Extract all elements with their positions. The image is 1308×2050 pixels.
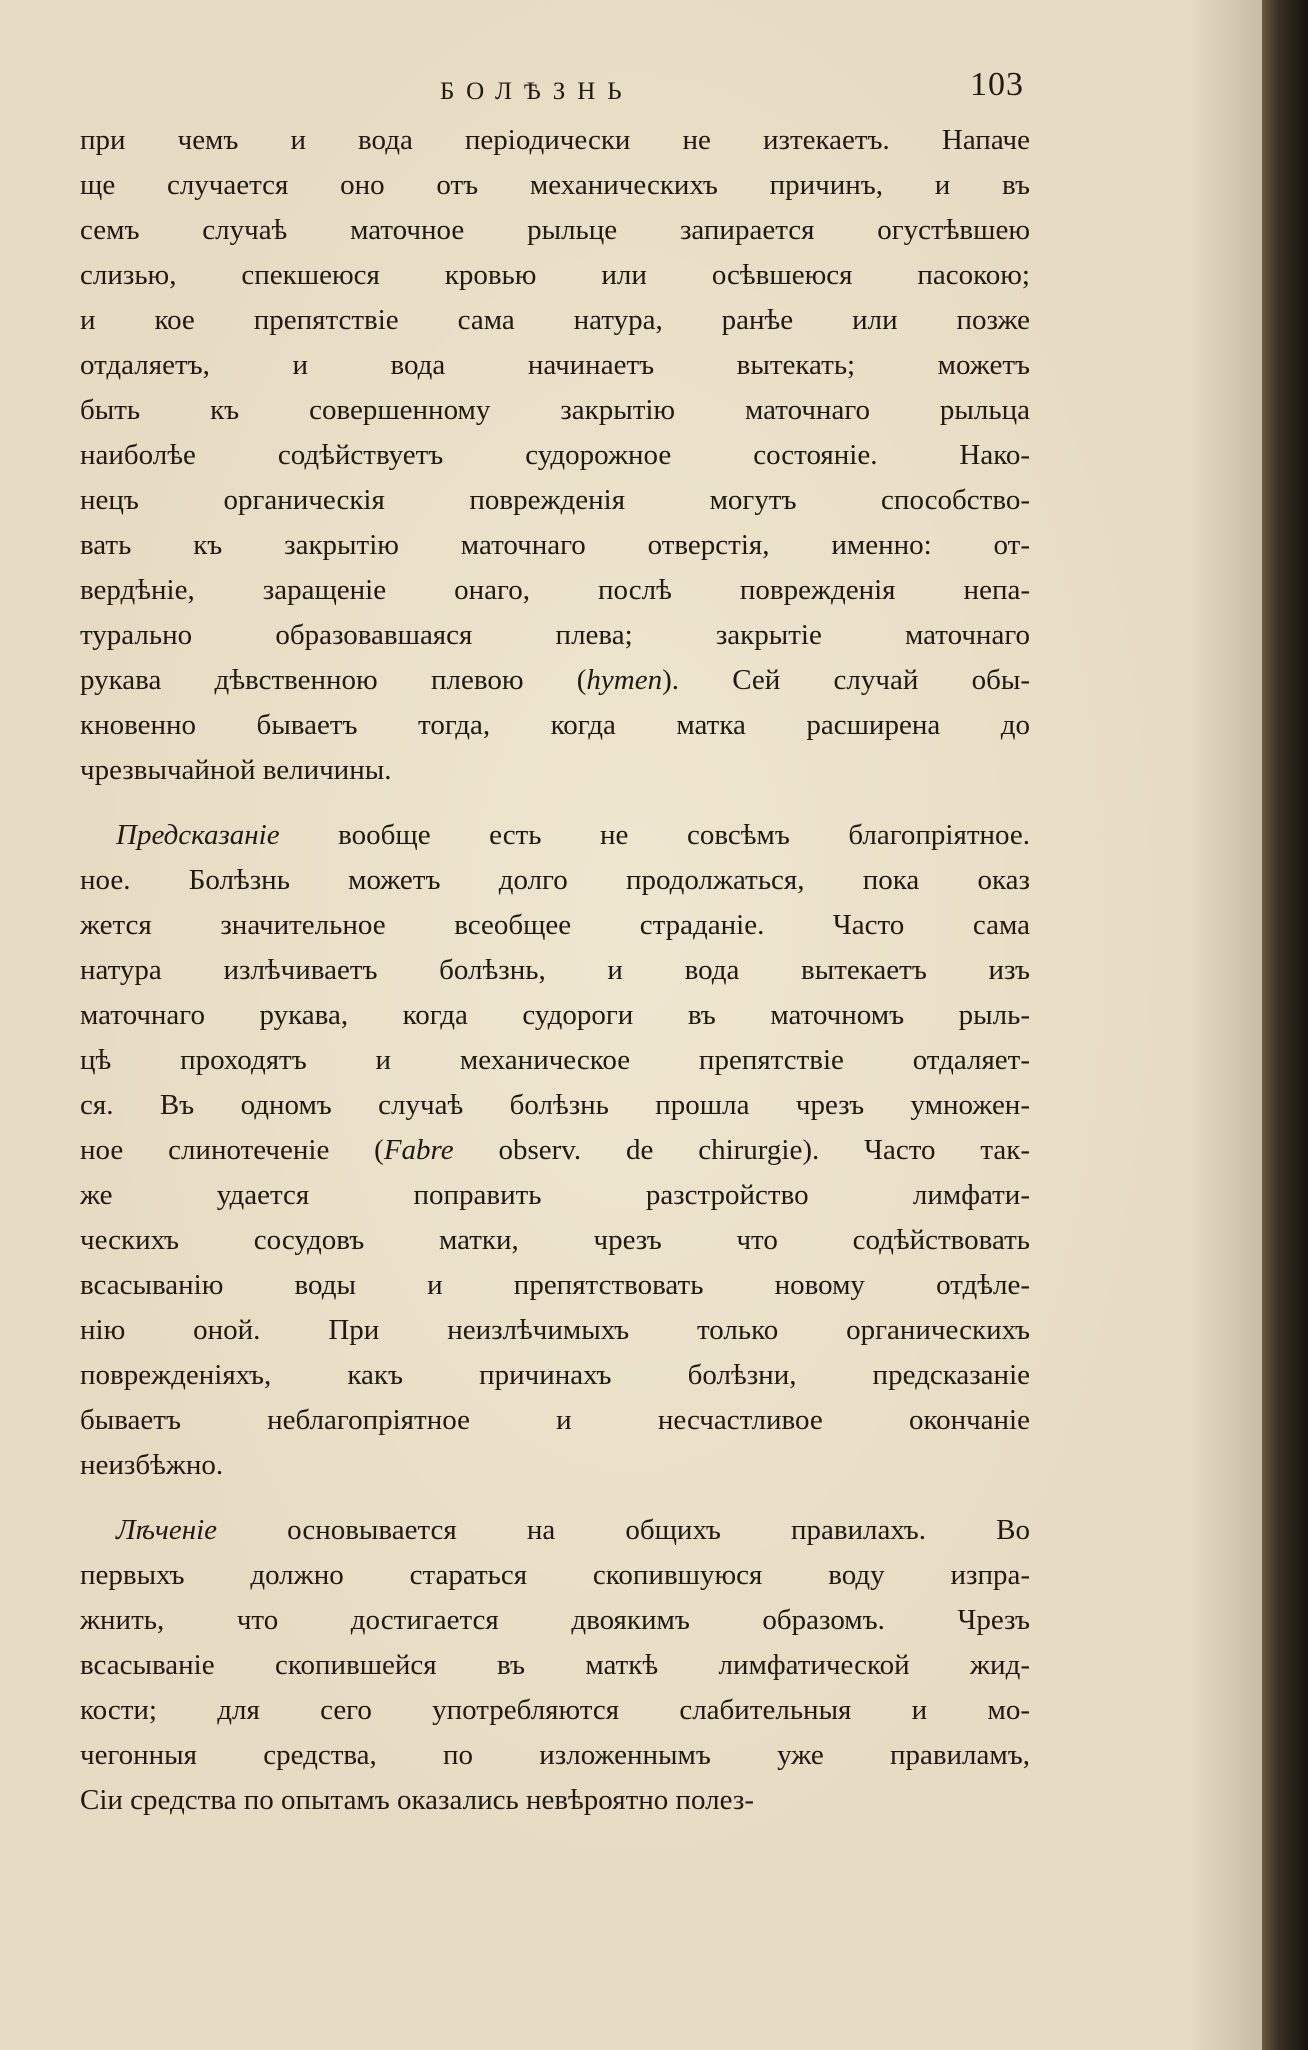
text-line	[80, 703, 1030, 748]
text-run: всасыванію воды и препятствовать новому отдѣле-	[80, 1269, 1030, 1301]
text-line	[80, 1643, 1030, 1688]
text-run: быть къ совершенному закрытію маточнаго рыльца	[80, 394, 1030, 426]
paragraph	[80, 1508, 1030, 1823]
text-run: рукава дѣвственною плевою (	[80, 664, 587, 696]
text-run: турально образовавшаяся плева; закрытіе маточнаго	[80, 619, 1030, 651]
text-line	[80, 1688, 1030, 1733]
text-run: кости; для сего употребляются слабительныя и мо-	[80, 1694, 1030, 1726]
text-line	[80, 903, 1030, 948]
text-run: ческихъ сосудовъ матки, чрезъ что содѣйствовать	[80, 1224, 1030, 1256]
text-line	[80, 1398, 1030, 1443]
italic-term: hymen	[586, 664, 663, 696]
text-run: вать къ закрытію маточнаго отверстія, именно: от-	[80, 529, 1030, 561]
text-line	[80, 433, 1030, 478]
running-head: БОЛѢЗНЬ	[440, 78, 634, 105]
text-line	[80, 1353, 1030, 1398]
text-run: Сіи средства по опытамъ оказались невѣроятно полез-	[80, 1784, 754, 1816]
text-run: нецъ органическія поврежденія могутъ способство-	[80, 484, 1030, 516]
text-run: всасываніе скопившейся въ маткѣ лимфатической жид-	[80, 1649, 1030, 1681]
text-line	[80, 1128, 1030, 1173]
text-run: и кое препятствіе сама натура, ранѣе или позже	[80, 304, 1030, 336]
text-run: первыхъ должно стараться скопившуюся воду изпра-	[80, 1559, 1030, 1591]
text-run: ное. Болѣзнь можетъ долго продолжаться, пока оказ	[80, 864, 1030, 896]
text-run: ся. Въ одномъ случаѣ болѣзнь прошла чрезъ умножен-	[80, 1089, 1030, 1121]
text-line	[80, 208, 1030, 253]
text-line	[80, 1733, 1030, 1778]
text-line	[80, 163, 1030, 208]
text-line	[80, 1553, 1030, 1598]
text-run: ное слинотеченіе (	[80, 1134, 384, 1166]
text-line	[80, 523, 1030, 568]
text-run: основывается на общихъ правилахъ. Во	[217, 1514, 1030, 1546]
text-line	[80, 1308, 1030, 1353]
text-line	[80, 568, 1030, 613]
text-line	[80, 1508, 1030, 1553]
text-run: же удается поправить разстройство лимфати-	[80, 1179, 1030, 1211]
text-line	[80, 1173, 1030, 1218]
text-line	[80, 1598, 1030, 1643]
text-run: слизью, спекшеюся кровью или осѣвшеюся пасокою;	[80, 259, 1030, 291]
text-line	[80, 118, 1030, 163]
text-line	[80, 613, 1030, 658]
paragraph	[80, 118, 1030, 793]
italic-term: Лѣченіе	[116, 1514, 218, 1546]
text-run: наиболѣе содѣйствуетъ судорожное состояніе. Нако-	[80, 439, 1030, 471]
text-line	[80, 993, 1030, 1038]
text-line	[80, 948, 1030, 993]
text-run: ). Сей случай обы-	[662, 664, 1030, 696]
text-line	[80, 1218, 1030, 1263]
text-run: чрезвычайной величины.	[80, 754, 392, 786]
text-run: ще случается оно отъ механическихъ причинъ, и въ	[80, 169, 1030, 201]
text-line	[80, 1778, 1030, 1823]
book-binding-edge	[1262, 0, 1308, 2050]
text-run: цѣ проходятъ и механическое препятствіе отдаляет-	[80, 1044, 1030, 1076]
text-run: натура излѣчиваетъ болѣзнь, и вода вытекаетъ изъ	[80, 954, 1030, 986]
text-run: кновенно бываетъ тогда, когда матка расширена до	[80, 709, 1030, 741]
text-line	[80, 298, 1030, 343]
text-line	[80, 748, 1030, 793]
text-line	[80, 858, 1030, 903]
text-run: жнить, что достигается двоякимъ образомъ. Чрезъ	[80, 1604, 1030, 1636]
text-run: поврежденіяхъ, какъ причинахъ болѣзни, предсказаніе	[80, 1359, 1030, 1391]
text-line	[80, 658, 1030, 703]
text-line	[80, 478, 1030, 523]
text-line	[80, 813, 1030, 858]
body-text	[80, 118, 1030, 1823]
text-run: чегонныя средства, по изложеннымъ уже правиламъ,	[80, 1739, 1030, 1771]
text-line	[80, 1443, 1030, 1488]
text-run: жется значительное всеобщее страданіе. Часто сама	[80, 909, 1030, 941]
italic-term: Предсказаніе	[116, 819, 280, 851]
text-line	[80, 1083, 1030, 1128]
page-header	[0, 66, 1262, 126]
text-line	[80, 253, 1030, 298]
paragraph	[80, 813, 1030, 1488]
text-run: бываетъ неблагопріятное и несчастливое окончаніе	[80, 1404, 1030, 1436]
text-run: маточнаго рукава, когда судороги въ маточномъ рыль-	[80, 999, 1030, 1031]
italic-term: Fabre	[383, 1134, 454, 1166]
text-line	[80, 1038, 1030, 1083]
paragraph-gap	[80, 793, 1030, 813]
text-line	[80, 343, 1030, 388]
text-run: нію оной. При неизлѣчимыхъ только органическихъ	[80, 1314, 1030, 1346]
text-run: observ. de chirurgie). Часто так-	[453, 1134, 1030, 1166]
text-run: при чемъ и вода періодически не изтекаетъ. Напаче	[80, 124, 1030, 156]
paragraph-gap	[80, 1488, 1030, 1508]
page-number: 103	[970, 66, 1024, 103]
text-run: вердѣніе, заращеніе онаго, послѣ поврежденія непа-	[80, 574, 1030, 606]
text-line	[80, 388, 1030, 433]
text-run: семъ случаѣ маточное рыльце запирается огустѣвшею	[80, 214, 1030, 246]
text-run: отдаляетъ, и вода начинаетъ вытекать; можетъ	[80, 349, 1030, 381]
text-run: неизбѣжно.	[80, 1449, 224, 1481]
text-run: вообще есть не совсѣмъ благопріятное.	[279, 819, 1030, 851]
text-line	[80, 1263, 1030, 1308]
